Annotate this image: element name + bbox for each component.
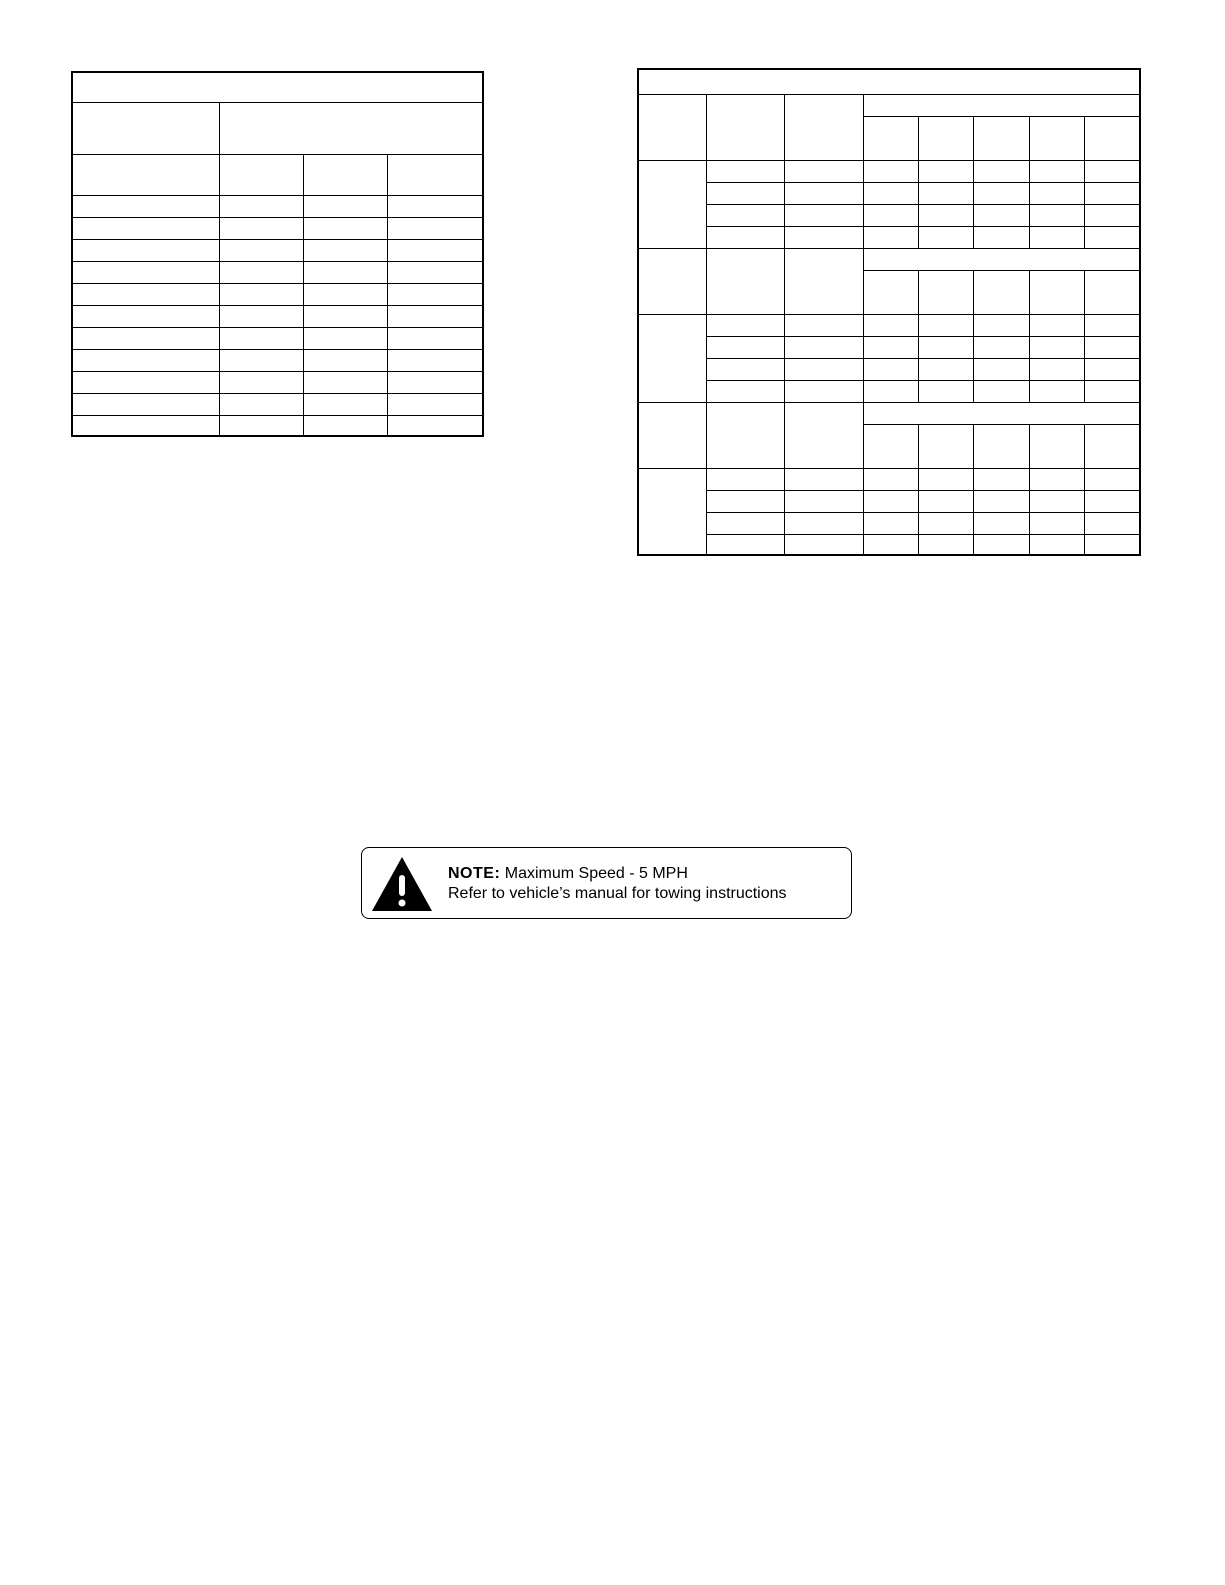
right-table-subheader-cell xyxy=(973,116,1029,160)
right-table-cell xyxy=(863,380,918,402)
right-table-cell xyxy=(973,336,1029,358)
right-table-cell xyxy=(1029,204,1084,226)
right-table-cell xyxy=(1084,512,1140,534)
left-table-cell xyxy=(387,305,483,327)
right-table-header-group-cell xyxy=(863,248,1140,270)
left-table-cell xyxy=(303,261,387,283)
right-table-subheader-cell xyxy=(973,424,1029,468)
left-table-subheader-cell xyxy=(72,154,219,195)
right-table-cell xyxy=(973,314,1029,336)
note-line-2: Refer to vehicle’s manual for towing instructions xyxy=(448,885,787,902)
left-table-header-row xyxy=(72,102,483,154)
right-table-cell xyxy=(1084,314,1140,336)
right-table-header-cell xyxy=(784,248,863,314)
right-table-cell xyxy=(1029,226,1084,248)
right-table-cell xyxy=(918,160,973,182)
left-table-cell xyxy=(387,217,483,239)
right-table-cell xyxy=(918,468,973,490)
left-table-cell xyxy=(387,261,483,283)
note-text xyxy=(448,864,787,904)
left-table-cell xyxy=(72,283,219,305)
right-table-cell xyxy=(1029,468,1084,490)
right-table-header-cell xyxy=(638,402,706,468)
right-table-cell xyxy=(706,380,784,402)
left-table-cell xyxy=(303,239,387,261)
left-table-cell xyxy=(219,217,303,239)
left-table-cell xyxy=(219,327,303,349)
right-table-cell xyxy=(784,314,863,336)
left-table-cell xyxy=(219,239,303,261)
right-table-row xyxy=(638,490,1140,512)
right-table-group-cell xyxy=(638,468,706,555)
note-line-1 xyxy=(448,864,787,884)
left-table-row xyxy=(72,327,483,349)
right-table-header-cell xyxy=(706,94,784,160)
right-table-header-row xyxy=(638,248,1140,270)
right-table-cell xyxy=(918,204,973,226)
right-table-cell xyxy=(1084,336,1140,358)
right-table-subheader-cell xyxy=(1029,116,1084,160)
left-table-cell xyxy=(219,195,303,217)
right-table-cell xyxy=(784,534,863,555)
left-table-cell xyxy=(303,393,387,415)
right-table-row xyxy=(638,512,1140,534)
right-table-row xyxy=(638,160,1140,182)
right-table-subheader-cell xyxy=(1029,424,1084,468)
right-table-header-row xyxy=(638,402,1140,424)
right-table-cell xyxy=(863,204,918,226)
right-table-subheader-cell xyxy=(1084,116,1140,160)
right-table-cell xyxy=(706,534,784,555)
right-table-cell xyxy=(918,314,973,336)
right-table-cell xyxy=(863,468,918,490)
right-table-row xyxy=(638,336,1140,358)
left-table-row xyxy=(72,305,483,327)
right-table-row xyxy=(638,314,1140,336)
right-table-cell xyxy=(863,358,918,380)
right-table-cell xyxy=(706,490,784,512)
left-table-row xyxy=(72,371,483,393)
left-table-cell xyxy=(72,371,219,393)
right-table-row xyxy=(638,534,1140,555)
right-table-subheader-cell xyxy=(973,270,1029,314)
right-table-header-group-cell xyxy=(863,94,1140,116)
left-table-cell xyxy=(303,415,387,436)
right-table-cell xyxy=(863,490,918,512)
left-table-cell xyxy=(303,195,387,217)
right-table-cell xyxy=(863,512,918,534)
right-table-cell xyxy=(706,182,784,204)
right-table-cell xyxy=(1029,314,1084,336)
right-table-title-cell xyxy=(638,69,1140,94)
left-table-cell xyxy=(72,305,219,327)
right-table-cell xyxy=(706,468,784,490)
right-table-header-cell xyxy=(784,94,863,160)
right-table-cell xyxy=(706,226,784,248)
right-table-cell xyxy=(784,226,863,248)
left-table-cell xyxy=(387,195,483,217)
left-table-cell xyxy=(387,283,483,305)
right-table-cell xyxy=(1029,534,1084,555)
right-table-cell xyxy=(784,160,863,182)
right-table-subheader-cell xyxy=(863,270,918,314)
right-table-cell xyxy=(918,490,973,512)
right-table-cell xyxy=(973,512,1029,534)
right-table-header-row xyxy=(638,94,1140,116)
left-table-cell xyxy=(72,217,219,239)
left-table-row xyxy=(72,217,483,239)
left-table-cell xyxy=(303,217,387,239)
right-table-cell xyxy=(863,314,918,336)
right-table-cell xyxy=(1029,358,1084,380)
right-table-cell xyxy=(973,226,1029,248)
right-table-cell xyxy=(973,468,1029,490)
left-table-cell xyxy=(72,327,219,349)
note-label: NOTE: xyxy=(448,865,501,882)
left-table-cell xyxy=(303,327,387,349)
left-table-row xyxy=(72,195,483,217)
left-table-subheader-cell xyxy=(387,154,483,195)
right-table-cell xyxy=(918,380,973,402)
right-table-cell xyxy=(1029,160,1084,182)
left-table-cell xyxy=(72,415,219,436)
right-table-cell xyxy=(1029,512,1084,534)
right-table-header-cell xyxy=(784,402,863,468)
left-table-row xyxy=(72,239,483,261)
left-table-cell xyxy=(387,415,483,436)
left-table-cell xyxy=(303,371,387,393)
right-table-cell xyxy=(918,358,973,380)
right-table-cell xyxy=(706,204,784,226)
right-table-subheader-cell xyxy=(1029,270,1084,314)
warning-icon xyxy=(370,855,434,913)
right-table-cell xyxy=(863,226,918,248)
right-table-row xyxy=(638,226,1140,248)
right-table-row xyxy=(638,468,1140,490)
right-table-cell xyxy=(784,358,863,380)
left-table-cell xyxy=(219,415,303,436)
right-table-cell xyxy=(1084,380,1140,402)
left-table-row xyxy=(72,283,483,305)
left-table-row xyxy=(72,349,483,371)
right-table-cell xyxy=(973,490,1029,512)
right-table-subheader-cell xyxy=(918,270,973,314)
left-table-cell xyxy=(387,393,483,415)
left-table-row xyxy=(72,415,483,436)
right-table-header-group-cell xyxy=(863,402,1140,424)
left-table-cell xyxy=(303,305,387,327)
right-table-cell xyxy=(973,534,1029,555)
right-table-header-cell xyxy=(706,248,784,314)
right-table-cell xyxy=(973,182,1029,204)
left-table-cell xyxy=(219,349,303,371)
right-table-cell xyxy=(1029,490,1084,512)
left-table-cell xyxy=(72,261,219,283)
right-table-cell xyxy=(1029,336,1084,358)
right-table-cell xyxy=(863,182,918,204)
left-table-row xyxy=(72,261,483,283)
right-table-cell xyxy=(918,534,973,555)
right-table-row xyxy=(638,204,1140,226)
right-table-cell xyxy=(706,358,784,380)
left-table-cell xyxy=(219,305,303,327)
left-table-cell xyxy=(72,239,219,261)
right-table-cell xyxy=(973,380,1029,402)
right-table-cell xyxy=(918,512,973,534)
right-table-cell xyxy=(706,314,784,336)
right-table-group-cell xyxy=(638,314,706,402)
right-table-cell xyxy=(1029,380,1084,402)
right-table-cell xyxy=(706,160,784,182)
right-table-cell xyxy=(784,380,863,402)
right-table-cell xyxy=(1084,358,1140,380)
right-table-cell xyxy=(973,358,1029,380)
right-table-cell xyxy=(863,336,918,358)
right-table-cell xyxy=(784,468,863,490)
left-table-cell xyxy=(219,371,303,393)
left-table-cell xyxy=(219,261,303,283)
right-table-cell xyxy=(918,226,973,248)
right-table-cell xyxy=(1084,534,1140,555)
right-table-cell xyxy=(1084,204,1140,226)
right-table-cell xyxy=(784,204,863,226)
right-table-cell xyxy=(1084,182,1140,204)
right-table-cell xyxy=(918,336,973,358)
right-table-title-row xyxy=(638,69,1140,94)
right-table-subheader-cell xyxy=(918,424,973,468)
left-table-header-group-cell xyxy=(219,102,483,154)
right-table-cell xyxy=(706,512,784,534)
right-table-cell xyxy=(973,204,1029,226)
right-table-cell xyxy=(1084,226,1140,248)
right-table-cell xyxy=(973,160,1029,182)
right-table-header-cell xyxy=(706,402,784,468)
left-table-header-cell xyxy=(72,102,219,154)
right-table-row xyxy=(638,358,1140,380)
left-table-cell xyxy=(303,349,387,371)
right-table-cell xyxy=(863,160,918,182)
right-table-cell xyxy=(918,182,973,204)
right-table xyxy=(637,68,1141,556)
left-table-subheader-row xyxy=(72,154,483,195)
left-table xyxy=(71,71,484,437)
right-table-cell xyxy=(706,336,784,358)
right-table-cell xyxy=(784,182,863,204)
right-table-header-cell xyxy=(638,248,706,314)
left-table-cell xyxy=(387,371,483,393)
left-table-subheader-cell xyxy=(303,154,387,195)
left-table-cell xyxy=(387,349,483,371)
left-table-cell xyxy=(303,283,387,305)
right-table-subheader-cell xyxy=(863,116,918,160)
right-table-cell xyxy=(1084,490,1140,512)
note-speed-text: Maximum Speed - 5 MPH xyxy=(504,865,688,882)
right-table-cell xyxy=(784,490,863,512)
left-table-cell xyxy=(219,393,303,415)
left-table-row xyxy=(72,393,483,415)
right-table-cell xyxy=(1029,182,1084,204)
right-table-header-cell xyxy=(638,94,706,160)
right-table-cell xyxy=(1084,160,1140,182)
right-table-cell xyxy=(1084,468,1140,490)
right-table-subheader-cell xyxy=(1084,270,1140,314)
right-table-row xyxy=(638,182,1140,204)
towing-note-box xyxy=(361,847,852,919)
left-table-cell xyxy=(72,349,219,371)
left-table-subheader-cell xyxy=(219,154,303,195)
left-table-cell xyxy=(72,195,219,217)
right-table-cell xyxy=(784,512,863,534)
left-table-cell xyxy=(387,327,483,349)
left-table-cell xyxy=(219,283,303,305)
left-table-cell xyxy=(387,239,483,261)
right-table-row xyxy=(638,380,1140,402)
right-table-group-cell xyxy=(638,160,706,248)
right-table-cell xyxy=(863,534,918,555)
left-table-title-cell xyxy=(72,72,483,102)
right-table-cell xyxy=(784,336,863,358)
right-table-subheader-cell xyxy=(863,424,918,468)
right-table-subheader-cell xyxy=(1084,424,1140,468)
left-table-title-row xyxy=(72,72,483,102)
left-table-cell xyxy=(72,393,219,415)
right-table-subheader-cell xyxy=(918,116,973,160)
